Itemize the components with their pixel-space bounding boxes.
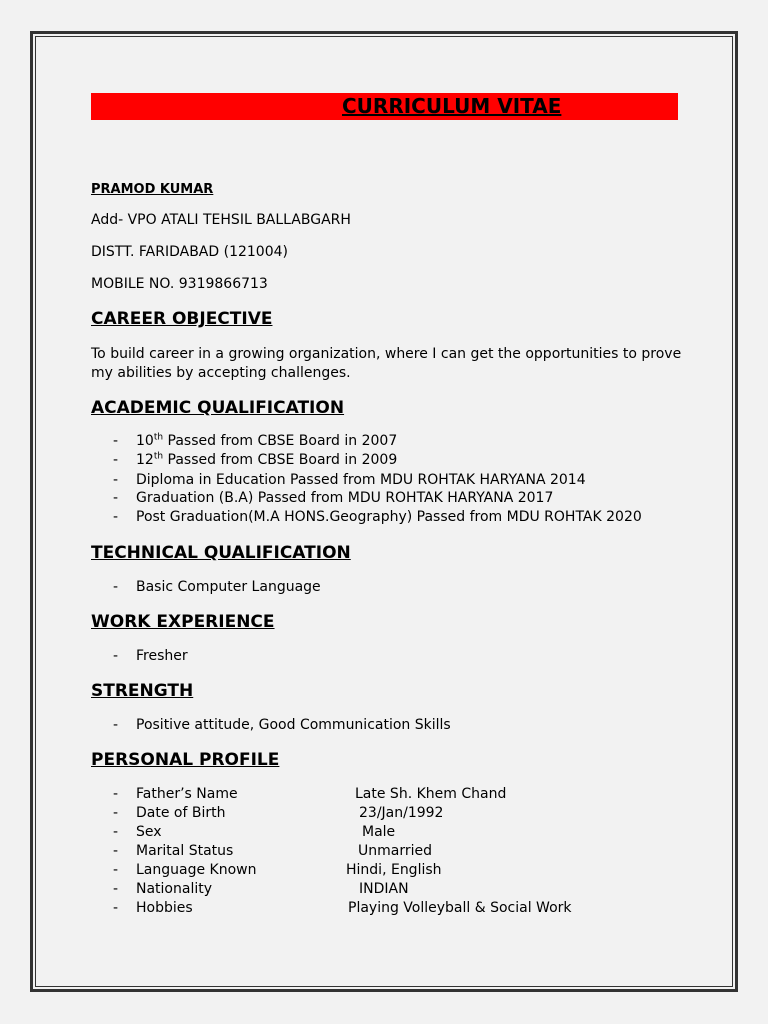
- profile-label: Hobbies: [136, 900, 193, 916]
- list-bullet: -: [113, 862, 119, 878]
- mobile-line: MOBILE NO. 9319866713: [91, 276, 268, 292]
- list-item: Post Graduation(M.A HONS.Geography) Passed from MDU ROHTAK 2020: [136, 509, 642, 525]
- work-experience-heading: WORK EXPERIENCE: [91, 612, 275, 632]
- list-bullet: -: [113, 452, 119, 468]
- list-bullet: -: [113, 786, 119, 802]
- district-line: DISTT. FARIDABAD (121004): [91, 244, 288, 260]
- list-bullet: -: [113, 648, 119, 664]
- profile-label: Nationality: [136, 881, 213, 897]
- candidate-name: PRAMOD KUMAR: [91, 182, 214, 197]
- list-bullet: -: [113, 824, 119, 840]
- profile-value: Unmarried: [358, 843, 432, 859]
- list-item: Positive attitude, Good Communication Skills: [136, 717, 451, 733]
- list-bullet: -: [113, 490, 119, 506]
- profile-label: Sex: [136, 824, 162, 840]
- list-bullet: -: [113, 881, 119, 897]
- list-bullet: -: [113, 900, 119, 916]
- profile-label: Father’s Name: [136, 786, 238, 802]
- list-item: Graduation (B.A) Passed from MDU ROHTAK HARYANA 2017: [136, 490, 554, 506]
- list-item: 12th Passed from CBSE Board in 2009: [136, 451, 398, 468]
- profile-label: Marital Status: [136, 843, 234, 859]
- profile-value: INDIAN: [359, 881, 409, 897]
- career-objective-text: To build career in a growing organization, where I can get the opportunities to prove my abilities by accepting challenges.: [91, 346, 682, 381]
- list-bullet: -: [113, 717, 119, 733]
- profile-value: Late Sh. Khem Chand: [355, 786, 507, 802]
- list-item: Diploma in Education Passed from MDU ROHTAK HARYANA 2014: [136, 472, 586, 488]
- list-bullet: -: [113, 579, 119, 595]
- list-bullet: -: [113, 805, 119, 821]
- technical-heading: TECHNICAL QUALIFICATION: [91, 543, 351, 563]
- list-bullet: -: [113, 843, 119, 859]
- career-objective-heading: CAREER OBJECTIVE: [91, 309, 273, 329]
- profile-value: Playing Volleyball & Social Work: [348, 900, 572, 916]
- academic-heading: ACADEMIC QUALIFICATION: [91, 398, 345, 418]
- list-bullet: -: [113, 433, 119, 449]
- profile-label: Date of Birth: [136, 805, 226, 821]
- list-item: 10th Passed from CBSE Board in 2007: [136, 432, 398, 449]
- strength-heading: STRENGTH: [91, 681, 194, 701]
- profile-value: 23/Jan/1992: [359, 805, 444, 821]
- profile-value: Hindi, English: [346, 862, 442, 878]
- list-item: Fresher: [136, 648, 188, 664]
- address-line: Add- VPO ATALI TEHSIL BALLABGARH: [91, 212, 351, 228]
- list-item: Basic Computer Language: [136, 579, 321, 595]
- personal-profile-heading: PERSONAL PROFILE: [91, 750, 280, 770]
- profile-label: Language Known: [136, 862, 257, 878]
- list-bullet: -: [113, 472, 119, 488]
- document-title: CURRICULUM VITAE: [342, 94, 562, 118]
- profile-value: Male: [362, 824, 396, 840]
- list-bullet: -: [113, 509, 119, 525]
